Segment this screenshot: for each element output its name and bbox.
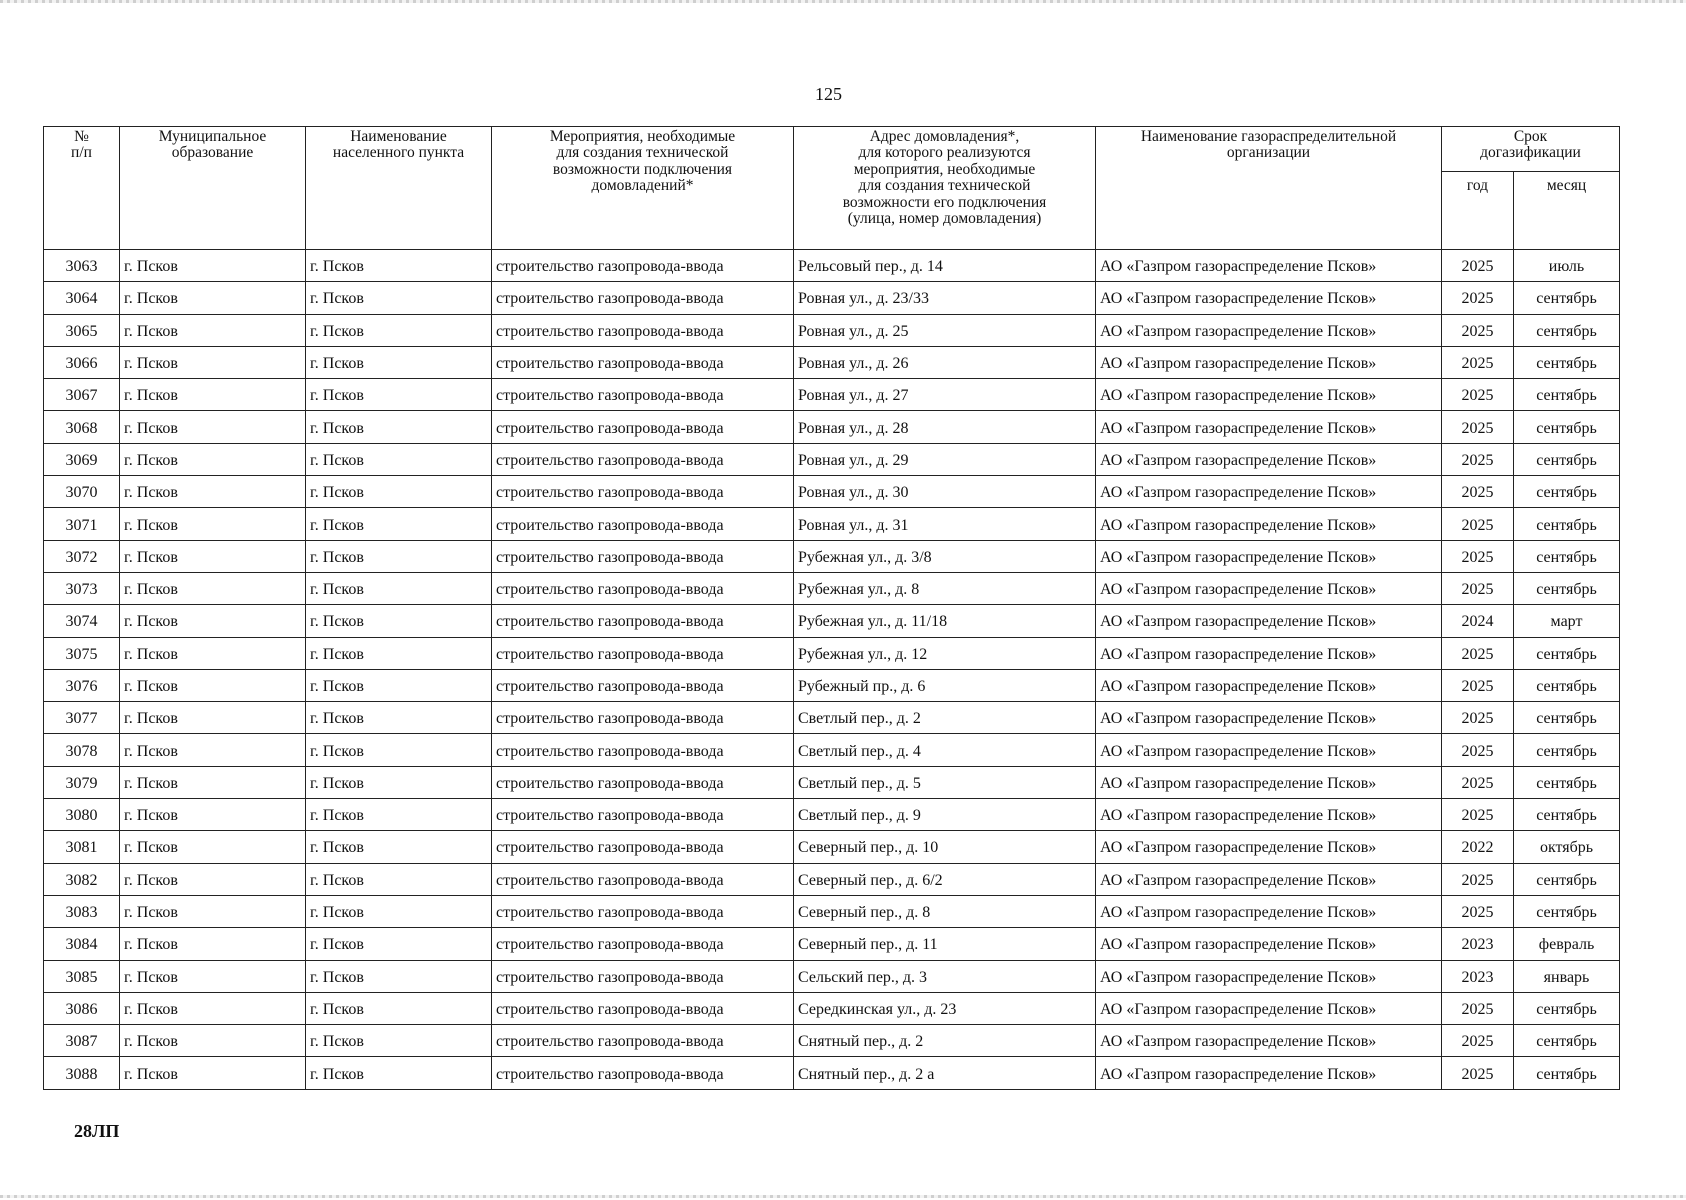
row-number: 3074 (44, 605, 120, 637)
month-cell: сентябрь (1514, 476, 1620, 508)
table-row (44, 282, 1620, 314)
table-header (44, 127, 1620, 250)
table-row (44, 895, 1620, 927)
row-number: 3083 (44, 895, 120, 927)
address-cell: Северный пер., д. 10 (794, 831, 1096, 863)
locality-cell: г. Псков (306, 863, 492, 895)
row-number: 3076 (44, 669, 120, 701)
municipality-cell: г. Псков (120, 669, 306, 701)
year-cell: 2025 (1442, 476, 1514, 508)
organization-cell: АО «Газпром газораспределение Псков» (1096, 540, 1442, 572)
header-municipality: Муниципальное образование (120, 127, 306, 250)
header-organization: Наименование газораспределительной организации (1096, 127, 1442, 250)
address-cell: Сельский пер., д. 3 (794, 960, 1096, 992)
locality-cell: г. Псков (306, 1025, 492, 1057)
locality-cell: г. Псков (306, 960, 492, 992)
organization-cell: АО «Газпром газораспределение Псков» (1096, 282, 1442, 314)
municipality-cell: г. Псков (120, 702, 306, 734)
year-cell: 2025 (1442, 799, 1514, 831)
municipality-cell: г. Псков (120, 799, 306, 831)
year-cell: 2025 (1442, 1025, 1514, 1057)
row-number: 3071 (44, 508, 120, 540)
month-cell: сентябрь (1514, 1057, 1620, 1089)
address-cell: Ровная ул., д. 28 (794, 411, 1096, 443)
locality-cell: г. Псков (306, 572, 492, 604)
row-number: 3082 (44, 863, 120, 895)
month-cell: сентябрь (1514, 314, 1620, 346)
locality-cell: г. Псков (306, 476, 492, 508)
year-cell: 2025 (1442, 992, 1514, 1024)
year-cell: 2025 (1442, 443, 1514, 475)
row-number: 3070 (44, 476, 120, 508)
year-cell: 2023 (1442, 960, 1514, 992)
table-row (44, 379, 1620, 411)
organization-cell: АО «Газпром газораспределение Псков» (1096, 766, 1442, 798)
measure-cell: строительство газопровода-ввода (492, 605, 794, 637)
month-cell: сентябрь (1514, 992, 1620, 1024)
row-number: 3086 (44, 992, 120, 1024)
month-cell: сентябрь (1514, 766, 1620, 798)
locality-cell: г. Псков (306, 314, 492, 346)
locality-cell: г. Псков (306, 766, 492, 798)
address-cell: Светлый пер., д. 9 (794, 799, 1096, 831)
month-cell: сентябрь (1514, 799, 1620, 831)
locality-cell: г. Псков (306, 411, 492, 443)
measure-cell: строительство газопровода-ввода (492, 540, 794, 572)
municipality-cell: г. Псков (120, 250, 306, 282)
address-cell: Рубежный пр., д. 6 (794, 669, 1096, 701)
table-row (44, 605, 1620, 637)
table-row (44, 669, 1620, 701)
row-number: 3065 (44, 314, 120, 346)
table-row (44, 799, 1620, 831)
year-cell: 2025 (1442, 282, 1514, 314)
address-cell: Ровная ул., д. 23/33 (794, 282, 1096, 314)
month-cell: сентябрь (1514, 702, 1620, 734)
year-cell: 2024 (1442, 605, 1514, 637)
table-row (44, 831, 1620, 863)
measure-cell: строительство газопровода-ввода (492, 669, 794, 701)
header-num: № п/п (44, 127, 120, 250)
measure-cell: строительство газопровода-ввода (492, 346, 794, 378)
measure-cell: строительство газопровода-ввода (492, 572, 794, 604)
measure-cell: строительство газопровода-ввода (492, 895, 794, 927)
measure-cell: строительство газопровода-ввода (492, 379, 794, 411)
scan-edge-bottom (0, 1195, 1686, 1198)
locality-cell: г. Псков (306, 508, 492, 540)
municipality-cell: г. Псков (120, 476, 306, 508)
measure-cell: строительство газопровода-ввода (492, 476, 794, 508)
row-number: 3078 (44, 734, 120, 766)
locality-cell: г. Псков (306, 605, 492, 637)
municipality-cell: г. Псков (120, 928, 306, 960)
month-cell: сентябрь (1514, 540, 1620, 572)
locality-cell: г. Псков (306, 346, 492, 378)
table-row (44, 960, 1620, 992)
page-number: 125 (815, 84, 842, 104)
row-number: 3088 (44, 1057, 120, 1089)
table-row (44, 637, 1620, 669)
scan-edge-top (0, 0, 1686, 3)
month-cell: сентябрь (1514, 282, 1620, 314)
year-cell: 2025 (1442, 540, 1514, 572)
table-row (44, 411, 1620, 443)
municipality-cell: г. Псков (120, 443, 306, 475)
municipality-cell: г. Псков (120, 572, 306, 604)
year-cell: 2025 (1442, 572, 1514, 604)
measure-cell: строительство газопровода-ввода (492, 637, 794, 669)
month-cell: сентябрь (1514, 572, 1620, 604)
header-locality: Наименование населенного пункта (306, 127, 492, 250)
month-cell: сентябрь (1514, 346, 1620, 378)
address-cell: Рубежная ул., д. 11/18 (794, 605, 1096, 637)
municipality-cell: г. Псков (120, 637, 306, 669)
municipality-cell: г. Псков (120, 605, 306, 637)
address-cell: Светлый пер., д. 4 (794, 734, 1096, 766)
year-cell: 2025 (1442, 314, 1514, 346)
organization-cell: АО «Газпром газораспределение Псков» (1096, 992, 1442, 1024)
row-number: 3077 (44, 702, 120, 734)
measure-cell: строительство газопровода-ввода (492, 314, 794, 346)
organization-cell: АО «Газпром газораспределение Псков» (1096, 1025, 1442, 1057)
month-cell: сентябрь (1514, 895, 1620, 927)
row-number: 3063 (44, 250, 120, 282)
municipality-cell: г. Псков (120, 734, 306, 766)
year-cell: 2025 (1442, 734, 1514, 766)
locality-cell: г. Псков (306, 379, 492, 411)
municipality-cell: г. Псков (120, 508, 306, 540)
table-row (44, 766, 1620, 798)
organization-cell: АО «Газпром газораспределение Псков» (1096, 411, 1442, 443)
row-number: 3073 (44, 572, 120, 604)
month-cell: сентябрь (1514, 508, 1620, 540)
table-body (44, 250, 1620, 1090)
row-number: 3084 (44, 928, 120, 960)
organization-cell: АО «Газпром газораспределение Псков» (1096, 476, 1442, 508)
row-number: 3064 (44, 282, 120, 314)
table-row (44, 476, 1620, 508)
month-cell: июль (1514, 250, 1620, 282)
organization-cell: АО «Газпром газораспределение Псков» (1096, 443, 1442, 475)
year-cell: 2025 (1442, 766, 1514, 798)
year-cell: 2025 (1442, 863, 1514, 895)
organization-cell: АО «Газпром газораспределение Псков» (1096, 669, 1442, 701)
year-cell: 2025 (1442, 508, 1514, 540)
row-number: 3075 (44, 637, 120, 669)
locality-cell: г. Псков (306, 702, 492, 734)
month-cell: сентябрь (1514, 379, 1620, 411)
month-cell: январь (1514, 960, 1620, 992)
organization-cell: АО «Газпром газораспределение Псков» (1096, 799, 1442, 831)
organization-cell: АО «Газпром газораспределение Псков» (1096, 572, 1442, 604)
organization-cell: АО «Газпром газораспределение Псков» (1096, 605, 1442, 637)
municipality-cell: г. Псков (120, 992, 306, 1024)
row-number: 3067 (44, 379, 120, 411)
month-cell: сентябрь (1514, 637, 1620, 669)
header-address: Адрес домовладения*, для которого реализуются мероприятия, необходимые для создания технической возможности его подключения (улица, номер домовладения) (794, 127, 1096, 250)
address-cell: Ровная ул., д. 31 (794, 508, 1096, 540)
address-cell: Светлый пер., д. 5 (794, 766, 1096, 798)
measure-cell: строительство газопровода-ввода (492, 1057, 794, 1089)
address-cell: Северный пер., д. 6/2 (794, 863, 1096, 895)
month-cell: сентябрь (1514, 734, 1620, 766)
table-row (44, 250, 1620, 282)
row-number: 3068 (44, 411, 120, 443)
month-cell: февраль (1514, 928, 1620, 960)
year-cell: 2025 (1442, 379, 1514, 411)
municipality-cell: г. Псков (120, 863, 306, 895)
address-cell: Рубежная ул., д. 8 (794, 572, 1096, 604)
year-cell: 2025 (1442, 702, 1514, 734)
month-cell: сентябрь (1514, 863, 1620, 895)
municipality-cell: г. Псков (120, 960, 306, 992)
municipality-cell: г. Псков (120, 540, 306, 572)
month-cell: март (1514, 605, 1620, 637)
measure-cell: строительство газопровода-ввода (492, 734, 794, 766)
locality-cell: г. Псков (306, 1057, 492, 1089)
row-number: 3072 (44, 540, 120, 572)
measure-cell: строительство газопровода-ввода (492, 411, 794, 443)
organization-cell: АО «Газпром газораспределение Псков» (1096, 1057, 1442, 1089)
measure-cell: строительство газопровода-ввода (492, 831, 794, 863)
month-cell: сентябрь (1514, 411, 1620, 443)
address-cell: Светлый пер., д. 2 (794, 702, 1096, 734)
municipality-cell: г. Псков (120, 895, 306, 927)
table-row (44, 928, 1620, 960)
municipality-cell: г. Псков (120, 346, 306, 378)
organization-cell: АО «Газпром газораспределение Псков» (1096, 379, 1442, 411)
address-cell: Ровная ул., д. 25 (794, 314, 1096, 346)
table-row (44, 702, 1620, 734)
month-cell: сентябрь (1514, 1025, 1620, 1057)
organization-cell: АО «Газпром газораспределение Псков» (1096, 637, 1442, 669)
address-cell: Рубежная ул., д. 3/8 (794, 540, 1096, 572)
measure-cell: строительство газопровода-ввода (492, 443, 794, 475)
header-term: Срок догазификации (1442, 127, 1620, 172)
locality-cell: г. Псков (306, 928, 492, 960)
year-cell: 2025 (1442, 637, 1514, 669)
month-cell: октябрь (1514, 831, 1620, 863)
address-cell: Снятный пер., д. 2 а (794, 1057, 1096, 1089)
municipality-cell: г. Псков (120, 831, 306, 863)
address-cell: Северный пер., д. 11 (794, 928, 1096, 960)
row-number: 3079 (44, 766, 120, 798)
organization-cell: АО «Газпром газораспределение Псков» (1096, 895, 1442, 927)
year-cell: 2025 (1442, 346, 1514, 378)
locality-cell: г. Псков (306, 992, 492, 1024)
organization-cell: АО «Газпром газораспределение Псков» (1096, 346, 1442, 378)
month-cell: сентябрь (1514, 669, 1620, 701)
measure-cell: строительство газопровода-ввода (492, 1025, 794, 1057)
locality-cell: г. Псков (306, 831, 492, 863)
locality-cell: г. Псков (306, 799, 492, 831)
header-month: месяц (1514, 172, 1620, 250)
locality-cell: г. Псков (306, 895, 492, 927)
municipality-cell: г. Псков (120, 1057, 306, 1089)
table-row (44, 992, 1620, 1024)
table-row (44, 1057, 1620, 1089)
year-cell: 2025 (1442, 895, 1514, 927)
month-cell: сентябрь (1514, 443, 1620, 475)
table-row (44, 863, 1620, 895)
organization-cell: АО «Газпром газораспределение Псков» (1096, 960, 1442, 992)
table-row (44, 346, 1620, 378)
locality-cell: г. Псков (306, 734, 492, 766)
year-cell: 2025 (1442, 411, 1514, 443)
address-cell: Рельсовый пер., д. 14 (794, 250, 1096, 282)
measure-cell: строительство газопровода-ввода (492, 960, 794, 992)
address-cell: Рубежная ул., д. 12 (794, 637, 1096, 669)
row-number: 3066 (44, 346, 120, 378)
organization-cell: АО «Газпром газораспределение Псков» (1096, 702, 1442, 734)
municipality-cell: г. Псков (120, 379, 306, 411)
header-year: год (1442, 172, 1514, 250)
measure-cell: строительство газопровода-ввода (492, 702, 794, 734)
table-row (44, 540, 1620, 572)
organization-cell: АО «Газпром газораспределение Псков» (1096, 314, 1442, 346)
municipality-cell: г. Псков (120, 411, 306, 443)
table-row (44, 314, 1620, 346)
address-cell: Ровная ул., д. 30 (794, 476, 1096, 508)
address-cell: Снятный пер., д. 2 (794, 1025, 1096, 1057)
address-cell: Середкинская ул., д. 23 (794, 992, 1096, 1024)
measure-cell: строительство газопровода-ввода (492, 250, 794, 282)
locality-cell: г. Псков (306, 250, 492, 282)
locality-cell: г. Псков (306, 540, 492, 572)
row-number: 3080 (44, 799, 120, 831)
organization-cell: АО «Газпром газораспределение Псков» (1096, 250, 1442, 282)
table-row (44, 572, 1620, 604)
locality-cell: г. Псков (306, 282, 492, 314)
row-number: 3081 (44, 831, 120, 863)
measure-cell: строительство газопровода-ввода (492, 282, 794, 314)
year-cell: 2025 (1442, 669, 1514, 701)
table-row (44, 443, 1620, 475)
year-cell: 2023 (1442, 928, 1514, 960)
row-number: 3085 (44, 960, 120, 992)
row-number: 3069 (44, 443, 120, 475)
year-cell: 2025 (1442, 250, 1514, 282)
measure-cell: строительство газопровода-ввода (492, 863, 794, 895)
table-row (44, 508, 1620, 540)
year-cell: 2022 (1442, 831, 1514, 863)
header-measures: Мероприятия, необходимые для создания технической возможности подключения домовладений* (492, 127, 794, 250)
measure-cell: строительство газопровода-ввода (492, 799, 794, 831)
locality-cell: г. Псков (306, 443, 492, 475)
measure-cell: строительство газопровода-ввода (492, 992, 794, 1024)
year-cell: 2025 (1442, 1057, 1514, 1089)
measure-cell: строительство газопровода-ввода (492, 508, 794, 540)
measure-cell: строительство газопровода-ввода (492, 928, 794, 960)
organization-cell: АО «Газпром газораспределение Псков» (1096, 928, 1442, 960)
table-row (44, 734, 1620, 766)
municipality-cell: г. Псков (120, 766, 306, 798)
address-cell: Северный пер., д. 8 (794, 895, 1096, 927)
organization-cell: АО «Газпром газораспределение Псков» (1096, 863, 1442, 895)
organization-cell: АО «Газпром газораспределение Псков» (1096, 508, 1442, 540)
address-cell: Ровная ул., д. 26 (794, 346, 1096, 378)
row-number: 3087 (44, 1025, 120, 1057)
footer-code: 28ЛП (74, 1121, 120, 1141)
locality-cell: г. Псков (306, 669, 492, 701)
address-cell: Ровная ул., д. 27 (794, 379, 1096, 411)
municipality-cell: г. Псков (120, 282, 306, 314)
table-row (44, 1025, 1620, 1057)
municipality-cell: г. Псков (120, 314, 306, 346)
gasification-table (43, 126, 1620, 1090)
measure-cell: строительство газопровода-ввода (492, 766, 794, 798)
locality-cell: г. Псков (306, 637, 492, 669)
municipality-cell: г. Псков (120, 1025, 306, 1057)
organization-cell: АО «Газпром газораспределение Псков» (1096, 734, 1442, 766)
organization-cell: АО «Газпром газораспределение Псков» (1096, 831, 1442, 863)
address-cell: Ровная ул., д. 29 (794, 443, 1096, 475)
